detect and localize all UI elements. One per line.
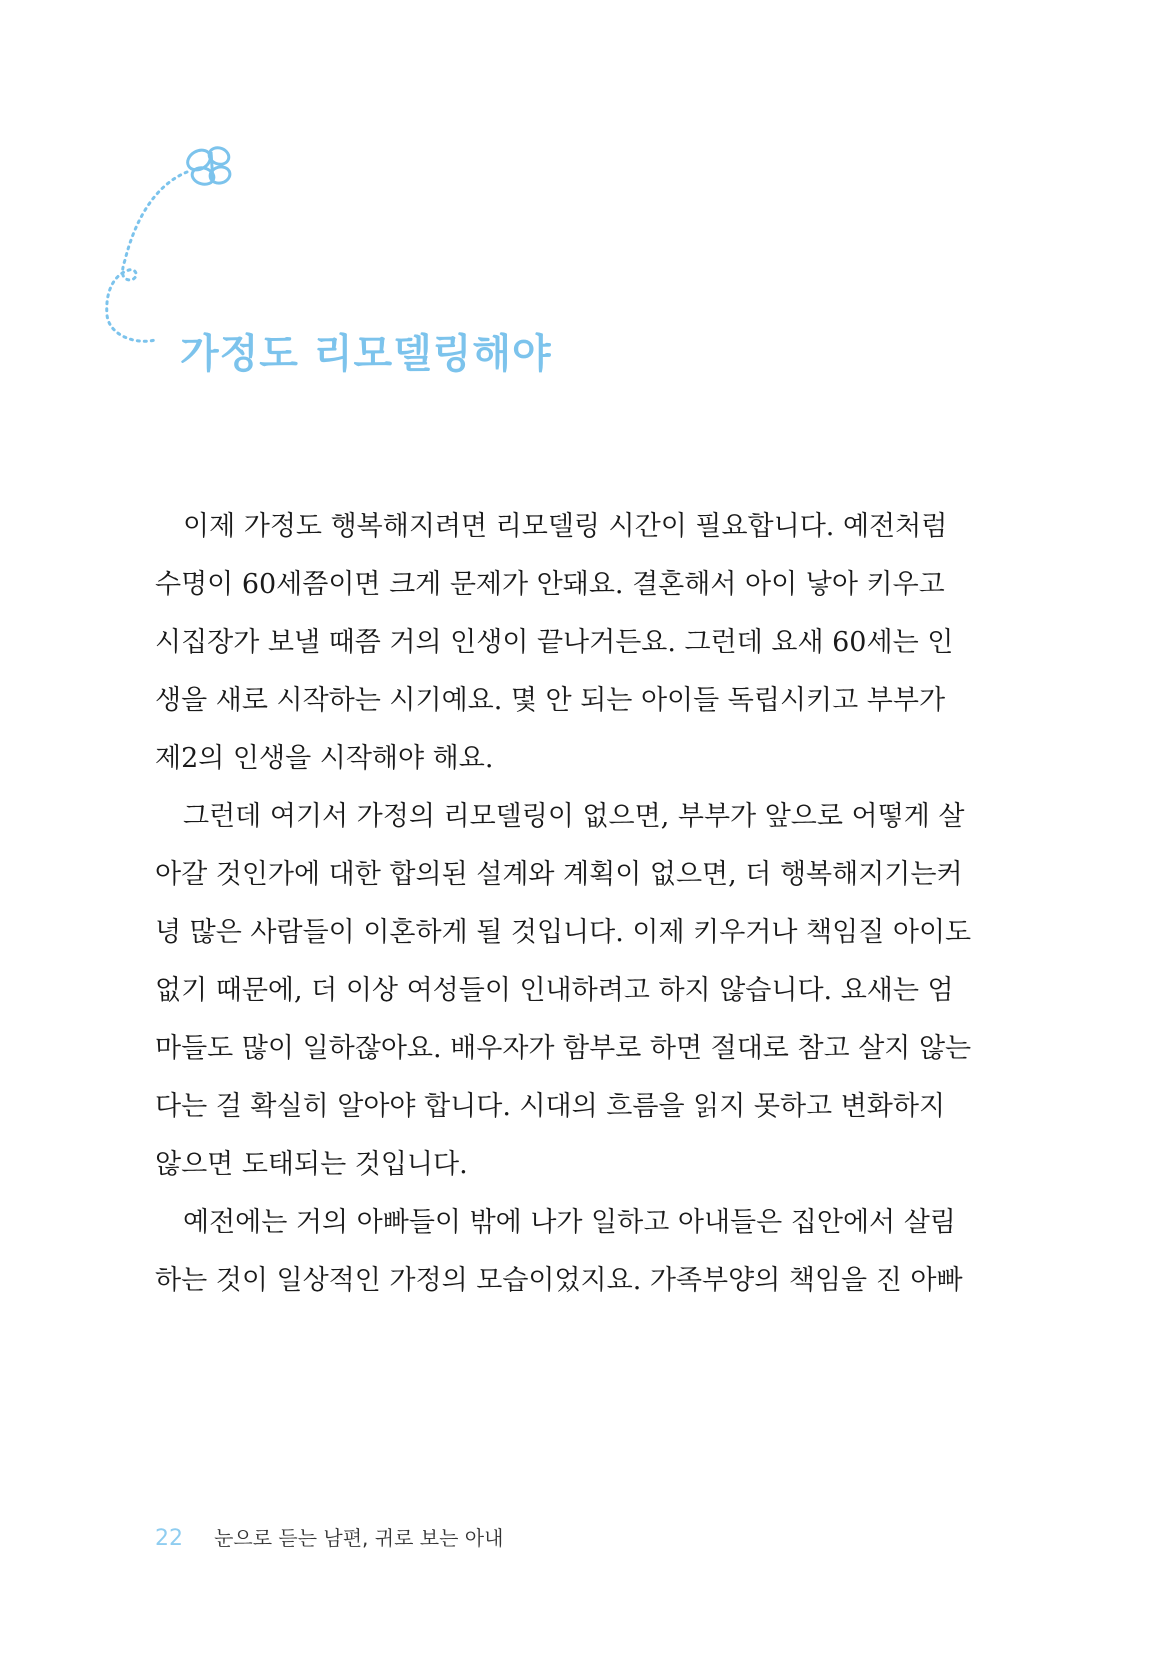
page-number: 22 xyxy=(155,1526,183,1551)
text-line: 그런데 여기서 가정의 리모델링이 없으면, 부부가 앞으로 어떻게 살 xyxy=(183,801,965,832)
section-title: 가정도 리모델링해야 xyxy=(180,331,552,377)
text-line: 수명이 60세쯤이면 크게 문제가 안돼요. 결혼해서 아이 낳아 키우고 xyxy=(155,569,945,600)
text-line: 녕 많은 사람들이 이혼하게 될 것입니다. 이제 키우거나 책임질 아이도 xyxy=(155,917,972,948)
text-line: 하는 것이 일상적인 가정의 모습이었지요. 가족부양의 책임을 진 아빠 xyxy=(155,1265,963,1296)
text-line: 제2의 인생을 시작해야 해요. xyxy=(155,743,494,774)
text-line: 시집장가 보낼 때쯤 거의 인생이 끝나거든요. 그런데 요새 60세는 인 xyxy=(155,627,954,658)
text-line: 아갈 것인가에 대한 합의된 설계와 계획이 없으면, 더 행복해지기는커 xyxy=(155,859,963,890)
text-line: 예전에는 거의 아빠들이 밖에 나가 일하고 아내들은 집안에서 살림 xyxy=(183,1207,956,1238)
dotted-flight-path xyxy=(107,172,187,341)
butterfly-icon xyxy=(184,145,232,187)
text-line: 다는 걸 확실히 알아야 합니다. 시대의 흐름을 읽지 못하고 변화하지 xyxy=(155,1091,946,1122)
body-text xyxy=(155,498,972,1310)
text-line: 마들도 많이 일하잖아요. 배우자가 함부로 하면 절대로 참고 살지 않는 xyxy=(155,1033,972,1064)
text-line: 않으면 도태되는 것입니다. xyxy=(155,1149,468,1180)
book-title: 눈으로 듣는 남편, 귀로 보는 아내 xyxy=(214,1526,504,1550)
text-line: 없기 때문에, 더 이상 여성들이 인내하려고 하지 않습니다. 요새는 엄 xyxy=(155,975,954,1006)
page-footer xyxy=(155,1522,503,1552)
text-line: 생을 새로 시작하는 시기예요. 몇 안 되는 아이들 독립시키고 부부가 xyxy=(155,685,946,716)
text-line: 이제 가정도 행복해지려면 리모델링 시간이 필요합니다. 예전처럼 xyxy=(183,511,948,542)
